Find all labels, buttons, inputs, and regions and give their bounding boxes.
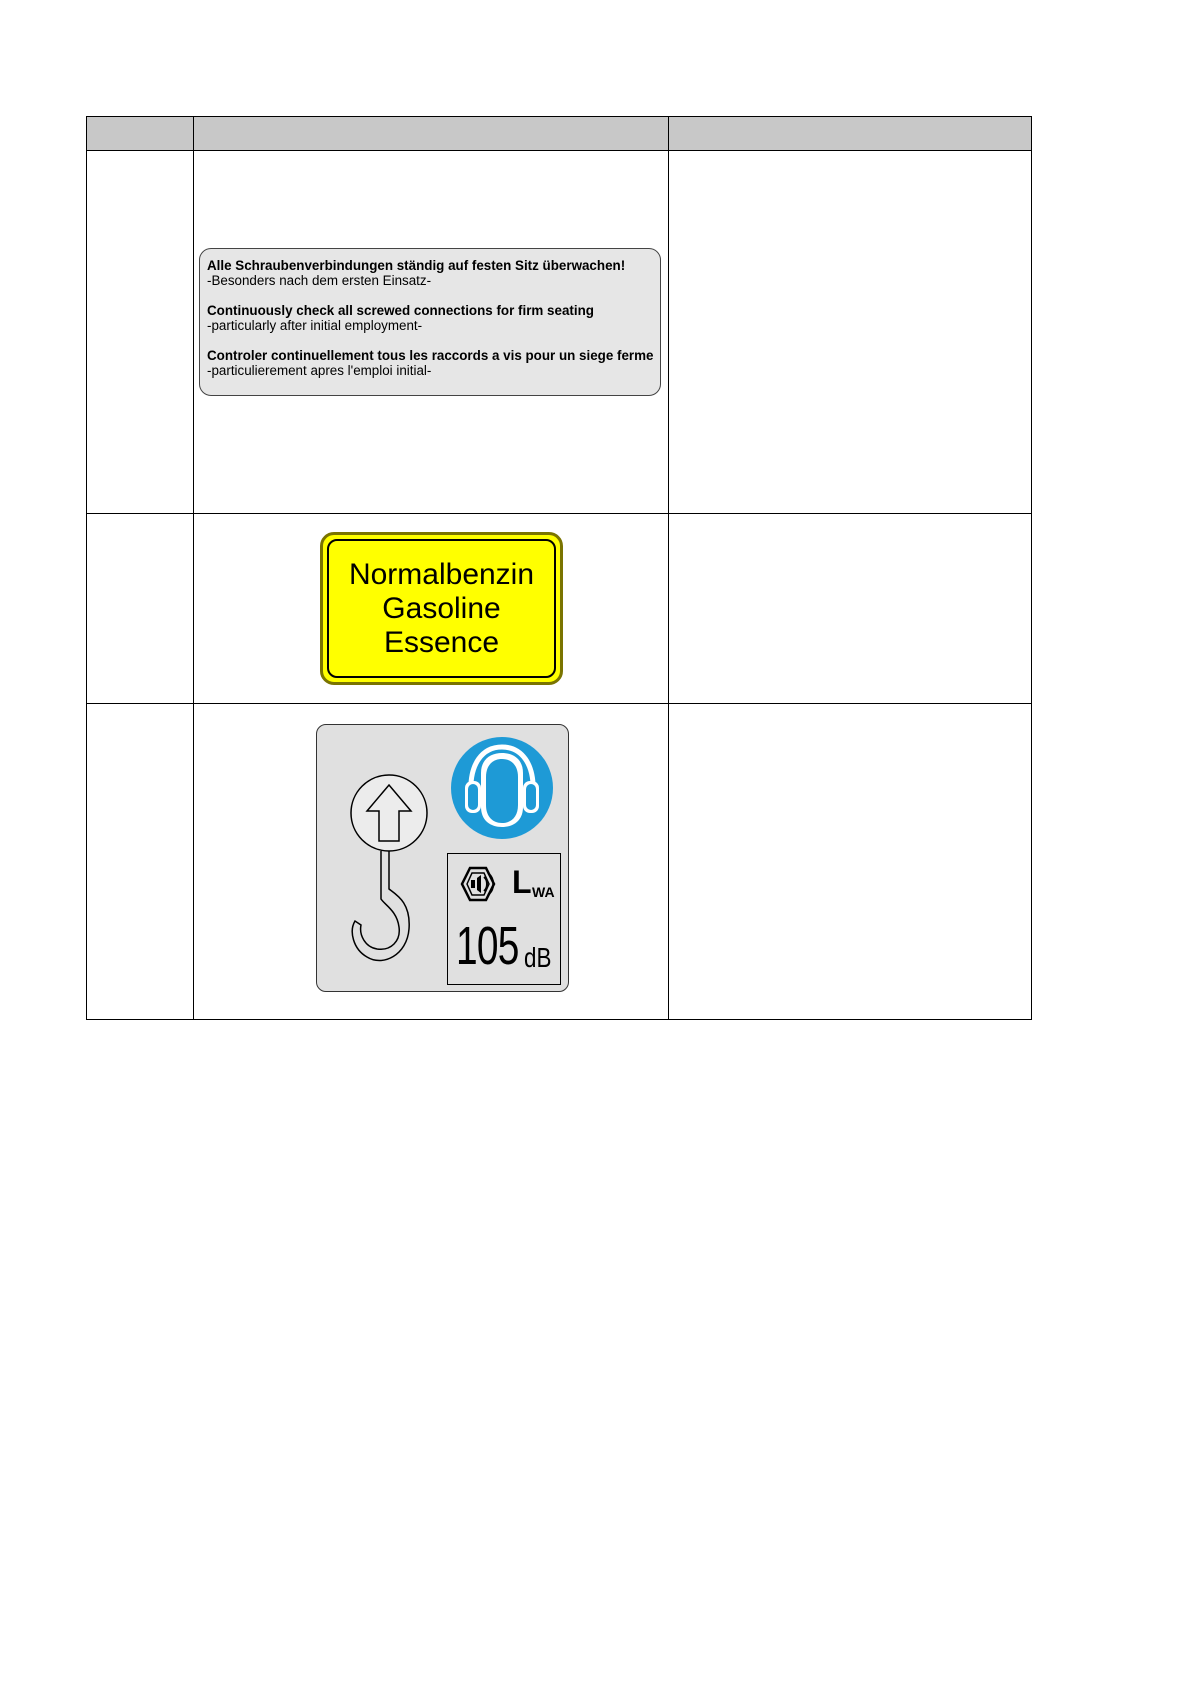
screw-label-en-title: Continuously check all screwed connections for firm seating (207, 303, 594, 318)
label-image-cell (194, 151, 669, 513)
fuel-label-inner (327, 539, 556, 678)
ear-protection-icon (447, 733, 557, 843)
screw-label-fr-title: Controler continuellement tous les raccords a vis pour un siege ferme (207, 348, 654, 363)
labels-table (86, 116, 1032, 1020)
header-cell-3 (669, 117, 1030, 150)
description-cell (669, 704, 1030, 1019)
sound-power-box (447, 853, 561, 985)
header-cell-1 (87, 117, 194, 150)
table-row (87, 514, 1031, 704)
lwa-symbol: L (512, 864, 532, 900)
screw-label-fr-note: -particulierement apres l'emploi initial- (207, 363, 432, 378)
table-row (87, 151, 1031, 514)
description-cell (669, 151, 1030, 513)
noise-lifting-label (316, 724, 569, 992)
lifting-hook-icon (339, 771, 439, 981)
sound-source-icon (456, 862, 506, 906)
fuel-label-line-de: Normalbenzin (348, 557, 535, 591)
sound-level-unit: dB (524, 942, 552, 973)
screw-label-en-note: -particularly after initial employment- (207, 318, 423, 333)
fuel-label-line-fr: Essence (383, 625, 500, 659)
sound-level-value: 105 (456, 916, 519, 976)
table-header-row (87, 117, 1031, 151)
label-image-cell (194, 514, 669, 703)
description-cell (669, 514, 1030, 703)
row-number-cell (87, 514, 194, 703)
table-row (87, 704, 1031, 1019)
screw-check-label (199, 248, 661, 396)
fuel-label-line-en: Gasoline (382, 591, 501, 625)
label-image-cell (194, 704, 669, 1019)
lwa-subscript: WA (532, 884, 555, 900)
row-number-cell (87, 151, 194, 513)
screw-label-de-title: Alle Schraubenverbindungen ständig auf festen Sitz überwachen! (207, 258, 626, 273)
row-number-cell (87, 704, 194, 1019)
screw-label-de-note: -Besonders nach dem ersten Einsatz- (207, 273, 432, 288)
header-cell-2 (194, 117, 669, 150)
fuel-type-label (320, 532, 563, 685)
